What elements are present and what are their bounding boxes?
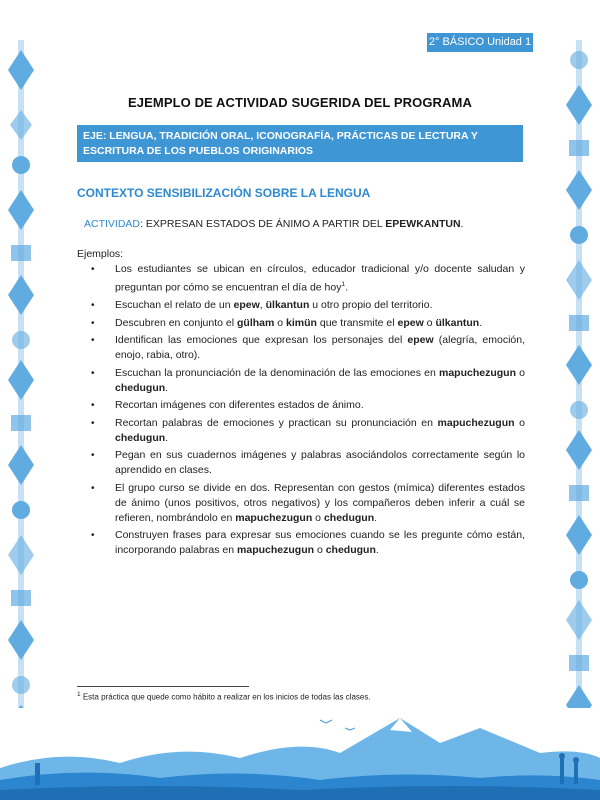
- list-item-text: o: [314, 544, 326, 556]
- page-title: EJEMPLO DE ACTIVIDAD SUGERIDA DEL PROGRAMA: [128, 95, 472, 110]
- list-item: [77, 528, 525, 558]
- list-item-text: Los estudiantes se ubican en círculos, educador tradicional y/o docente saludan y preguntan por cómo se encuentran el día de hoy: [115, 263, 525, 294]
- bullet: •: [91, 450, 95, 461]
- list-item: [77, 298, 525, 313]
- activity-end: .: [460, 218, 464, 230]
- list-item: [77, 481, 525, 526]
- list-item-text: o: [274, 316, 287, 329]
- bullet: •: [91, 482, 95, 494]
- list-item: [77, 262, 525, 296]
- bullet: •: [91, 400, 95, 411]
- footnote: [77, 691, 371, 702]
- list-item: [77, 366, 525, 396]
- keyword: epew: [233, 299, 260, 311]
- activity-line: [84, 218, 463, 230]
- bullet: •: [91, 530, 95, 541]
- list-item-text: .: [374, 511, 378, 524]
- keyword: mapuchezugun: [437, 416, 515, 429]
- list-item-text: Escuchan la pronunciación de la denominación de las emociones en: [115, 366, 439, 379]
- bullet: •: [91, 335, 95, 346]
- keyword: ülkantun: [435, 316, 480, 329]
- keyword: chedugun: [325, 544, 376, 556]
- list-item-text: que transmite el: [316, 316, 398, 329]
- examples-list: [77, 262, 525, 561]
- list-item-text: Recortan imágenes con diferentes estados de ánimo.: [115, 399, 364, 411]
- list-item: [77, 448, 525, 478]
- eje-banner: EJE: LENGUA, TRADICIÓN ORAL, ICONOGRAFÍA, PRÁCTICAS DE LECTURA Y ESCRITURA DE LOS PUEBLOS ORIGINARIOS: [77, 125, 523, 162]
- bullet: •: [91, 300, 95, 311]
- activity-tag: ACTIVIDAD: [84, 218, 141, 230]
- list-item-text: .: [165, 431, 169, 444]
- bullet: •: [91, 264, 95, 275]
- list-item-text: .: [375, 544, 379, 556]
- section-title: CONTEXTO SENSIBILIZACIÓN SOBRE LA LENGUA: [77, 186, 371, 200]
- list-item: [77, 416, 525, 446]
- examples-label: Ejemplos:: [77, 248, 124, 260]
- list-item-text: El grupo curso se divide en dos. Representan con gestos (mímica) diferentes estados de ánimo (unos positivos, otros negativos) y los compañeros deben inferir a cuál se refieren, nombrándolo en: [115, 481, 525, 524]
- footnote-divider: [77, 686, 249, 687]
- keyword: mapuchezugun: [237, 544, 315, 556]
- list-item-text: Construyen frases para expresar sus emociones cuando se les pregunte cómo están, incorporando palabras en: [115, 529, 525, 556]
- decorative-landscape: [0, 708, 600, 800]
- keyword: gülham: [237, 316, 275, 329]
- list-item-text: (alegría, emoción, enojo, rabia, otro).: [115, 334, 525, 361]
- keyword: epew: [407, 334, 434, 346]
- list-item-text: Recortan palabras de emociones y practican su pronunciación en: [115, 416, 438, 429]
- list-item-text: .: [345, 281, 349, 294]
- list-item: [77, 398, 525, 413]
- keyword: mapuchezugun: [438, 366, 516, 379]
- keyword: chedugun: [115, 431, 166, 444]
- activity-text: : EXPRESAN ESTADOS DE ÁNIMO A PARTIR DEL: [140, 218, 386, 230]
- footnote-mark: 1: [77, 691, 81, 698]
- grade-unit-badge: 2° BÁSICO Unidad 1: [427, 33, 533, 52]
- bullet: •: [91, 317, 95, 329]
- list-item-text: Identifican las emociones que expresan los personajes del: [115, 334, 408, 346]
- list-item: [77, 316, 525, 331]
- keyword: chedugun: [115, 381, 166, 394]
- keyword: mapuchezugun: [235, 511, 313, 524]
- list-item-text: o: [514, 416, 525, 429]
- footnote-text: Esta práctica que quede como hábito a realizar en los inicios de todas las clases.: [80, 692, 371, 702]
- decorative-border-right: [562, 40, 596, 740]
- list-item-text: ,: [259, 299, 266, 311]
- list-item-text: Pegan en sus cuadernos imágenes y palabras asociándolos correctamente según lo aprendido en clases.: [115, 449, 525, 476]
- decorative-border-left: [4, 40, 38, 740]
- list-item: [77, 333, 525, 363]
- list-item-text: o: [516, 366, 525, 379]
- keyword: kimün: [286, 316, 317, 329]
- keyword: ülkantun: [265, 299, 310, 311]
- list-item-text: .: [479, 316, 483, 329]
- list-item-text: .: [165, 381, 169, 394]
- list-item-text: o: [423, 316, 436, 329]
- footnote-ref: 1: [341, 281, 346, 288]
- bullet: •: [91, 417, 95, 429]
- list-item-text: u otro propio del territorio.: [309, 299, 433, 311]
- activity-keyword: EPEWKANTUN: [385, 218, 461, 230]
- list-item-text: Descubren en conjunto el: [115, 316, 237, 329]
- list-item-text: o: [312, 511, 324, 524]
- bullet: •: [91, 367, 95, 379]
- list-item-text: Escuchan el relato de un: [115, 299, 234, 311]
- keyword: epew: [397, 316, 424, 329]
- keyword: chedugun: [323, 511, 375, 524]
